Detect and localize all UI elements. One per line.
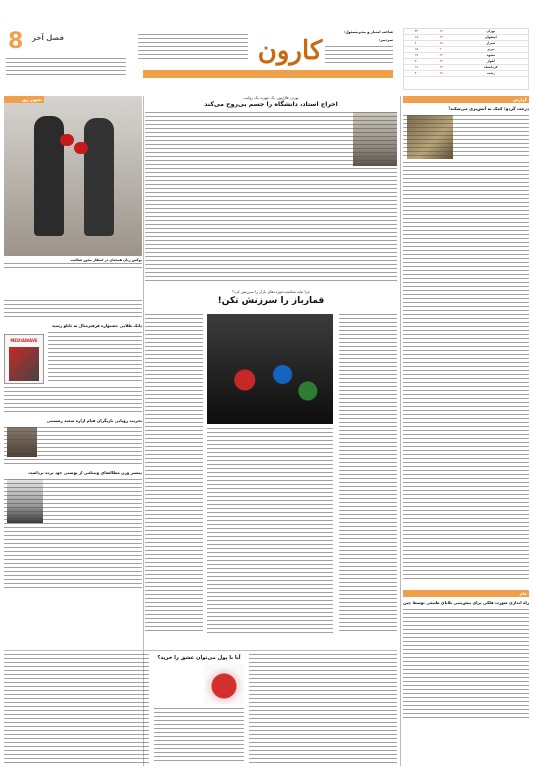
edition-number: 8 (8, 29, 24, 54)
weather-low: ۱۷ (404, 53, 429, 59)
editor-label: سردبیر: (378, 38, 393, 42)
weather-city: شیراز (454, 41, 528, 47)
weather-low: ۲۰ (404, 71, 429, 77)
left-mid-title: پانک طلایی جشنواره فرفیزمثال به تابلو رسید (51, 323, 142, 328)
weather-city: اصفهان (454, 35, 528, 41)
center-mid-kicker: چرا نباید شکست‌خورده‌های بازار را سرزنش کرد؟ (232, 290, 310, 294)
weather-city: رشت (454, 71, 528, 77)
bottom-center-title: آیا با پول می‌توان عشق را خرید؟ (157, 655, 241, 661)
weather-high: ۳۴ (429, 35, 454, 41)
weather-low: ۲۰ (404, 41, 429, 47)
masthead-info-text (138, 34, 248, 62)
edition-block (6, 30, 134, 86)
license-label: صاحب امتیاز و مدیرمسئول: (343, 30, 393, 34)
weather-city: اهواز (454, 59, 528, 65)
weather-high: ۳۲ (429, 53, 454, 59)
weather-low: ۲۲ (404, 29, 429, 35)
weather-low: ۳۰ (404, 59, 429, 65)
ad-label: MEDIAWAVE (10, 338, 38, 343)
bottom-center-article (4, 650, 397, 768)
weather-low: ۱۶ (404, 65, 429, 71)
weather-high: ۳۵ (429, 41, 454, 47)
bottom-right-header: علم (403, 590, 529, 597)
weather-low: ۱۵ (404, 47, 429, 53)
ad-box (4, 334, 44, 384)
left-mid2-title: تخریب رویایی بازیگران قیام ازاره سعید رمستنی (46, 418, 142, 423)
logo-text: کارون (257, 36, 323, 66)
weather-city: تهران (454, 29, 528, 35)
weather-high: ۳۳ (429, 65, 454, 71)
center-top-article (145, 96, 397, 286)
center-top-kicker: یوزف فلاح‌پور، یک چهره، یک روایت (243, 96, 299, 100)
weather-high: ۴۶ (429, 59, 454, 65)
left-mid-articles (4, 300, 142, 645)
photo-caption: بوکس زنان همچنان در انتظار مجوز فعالیت (70, 258, 142, 262)
center-top-title: اخراج استاد، دانشگاه را جسم بی‌روح می‌کند (204, 101, 338, 108)
right-bottom-title: راه اندازی صورت فلکی برای پیش‌بینی بلایای طبیعی توسط چین (403, 600, 529, 605)
section-title: فصل آخر (32, 34, 64, 42)
weather-high: ۳۶ (429, 29, 454, 35)
right-column (403, 96, 529, 766)
weather-high: ۳۰ (429, 47, 454, 53)
masthead-bar (143, 70, 393, 86)
right-top-title: درخت گردو؛ کمک به آتش‌پری می‌شکند! (448, 106, 529, 111)
weather-city: تبریز (454, 47, 528, 53)
weather-row (404, 71, 528, 77)
masthead (0, 24, 533, 90)
slogan: با نیت تأثیرگذاری، نه تنش (346, 81, 389, 86)
weather-table (403, 28, 529, 90)
boxing-photo (4, 96, 142, 256)
photo-of-day (4, 96, 142, 271)
weather-city: کرمانشاه (454, 65, 528, 71)
license-info (325, 30, 393, 70)
center-mid-title: قمارباز را سرزنش تکن! (217, 296, 325, 306)
center-mid-article (145, 290, 397, 645)
photo-label: تصویر روز (4, 96, 44, 103)
right-column-header: گزارش (403, 96, 529, 103)
weather-high: ۲۸ (429, 71, 454, 77)
heart-photo (204, 664, 244, 704)
bottom-left-title: بیشتر وزن مطالعه‌ای ویتنامی از پوستی خود برده برداشت (28, 470, 142, 475)
weather-low: ۱۸ (404, 35, 429, 41)
weather-city: مشهد (454, 53, 528, 59)
casino-photo (207, 314, 333, 424)
logo (255, 36, 325, 66)
